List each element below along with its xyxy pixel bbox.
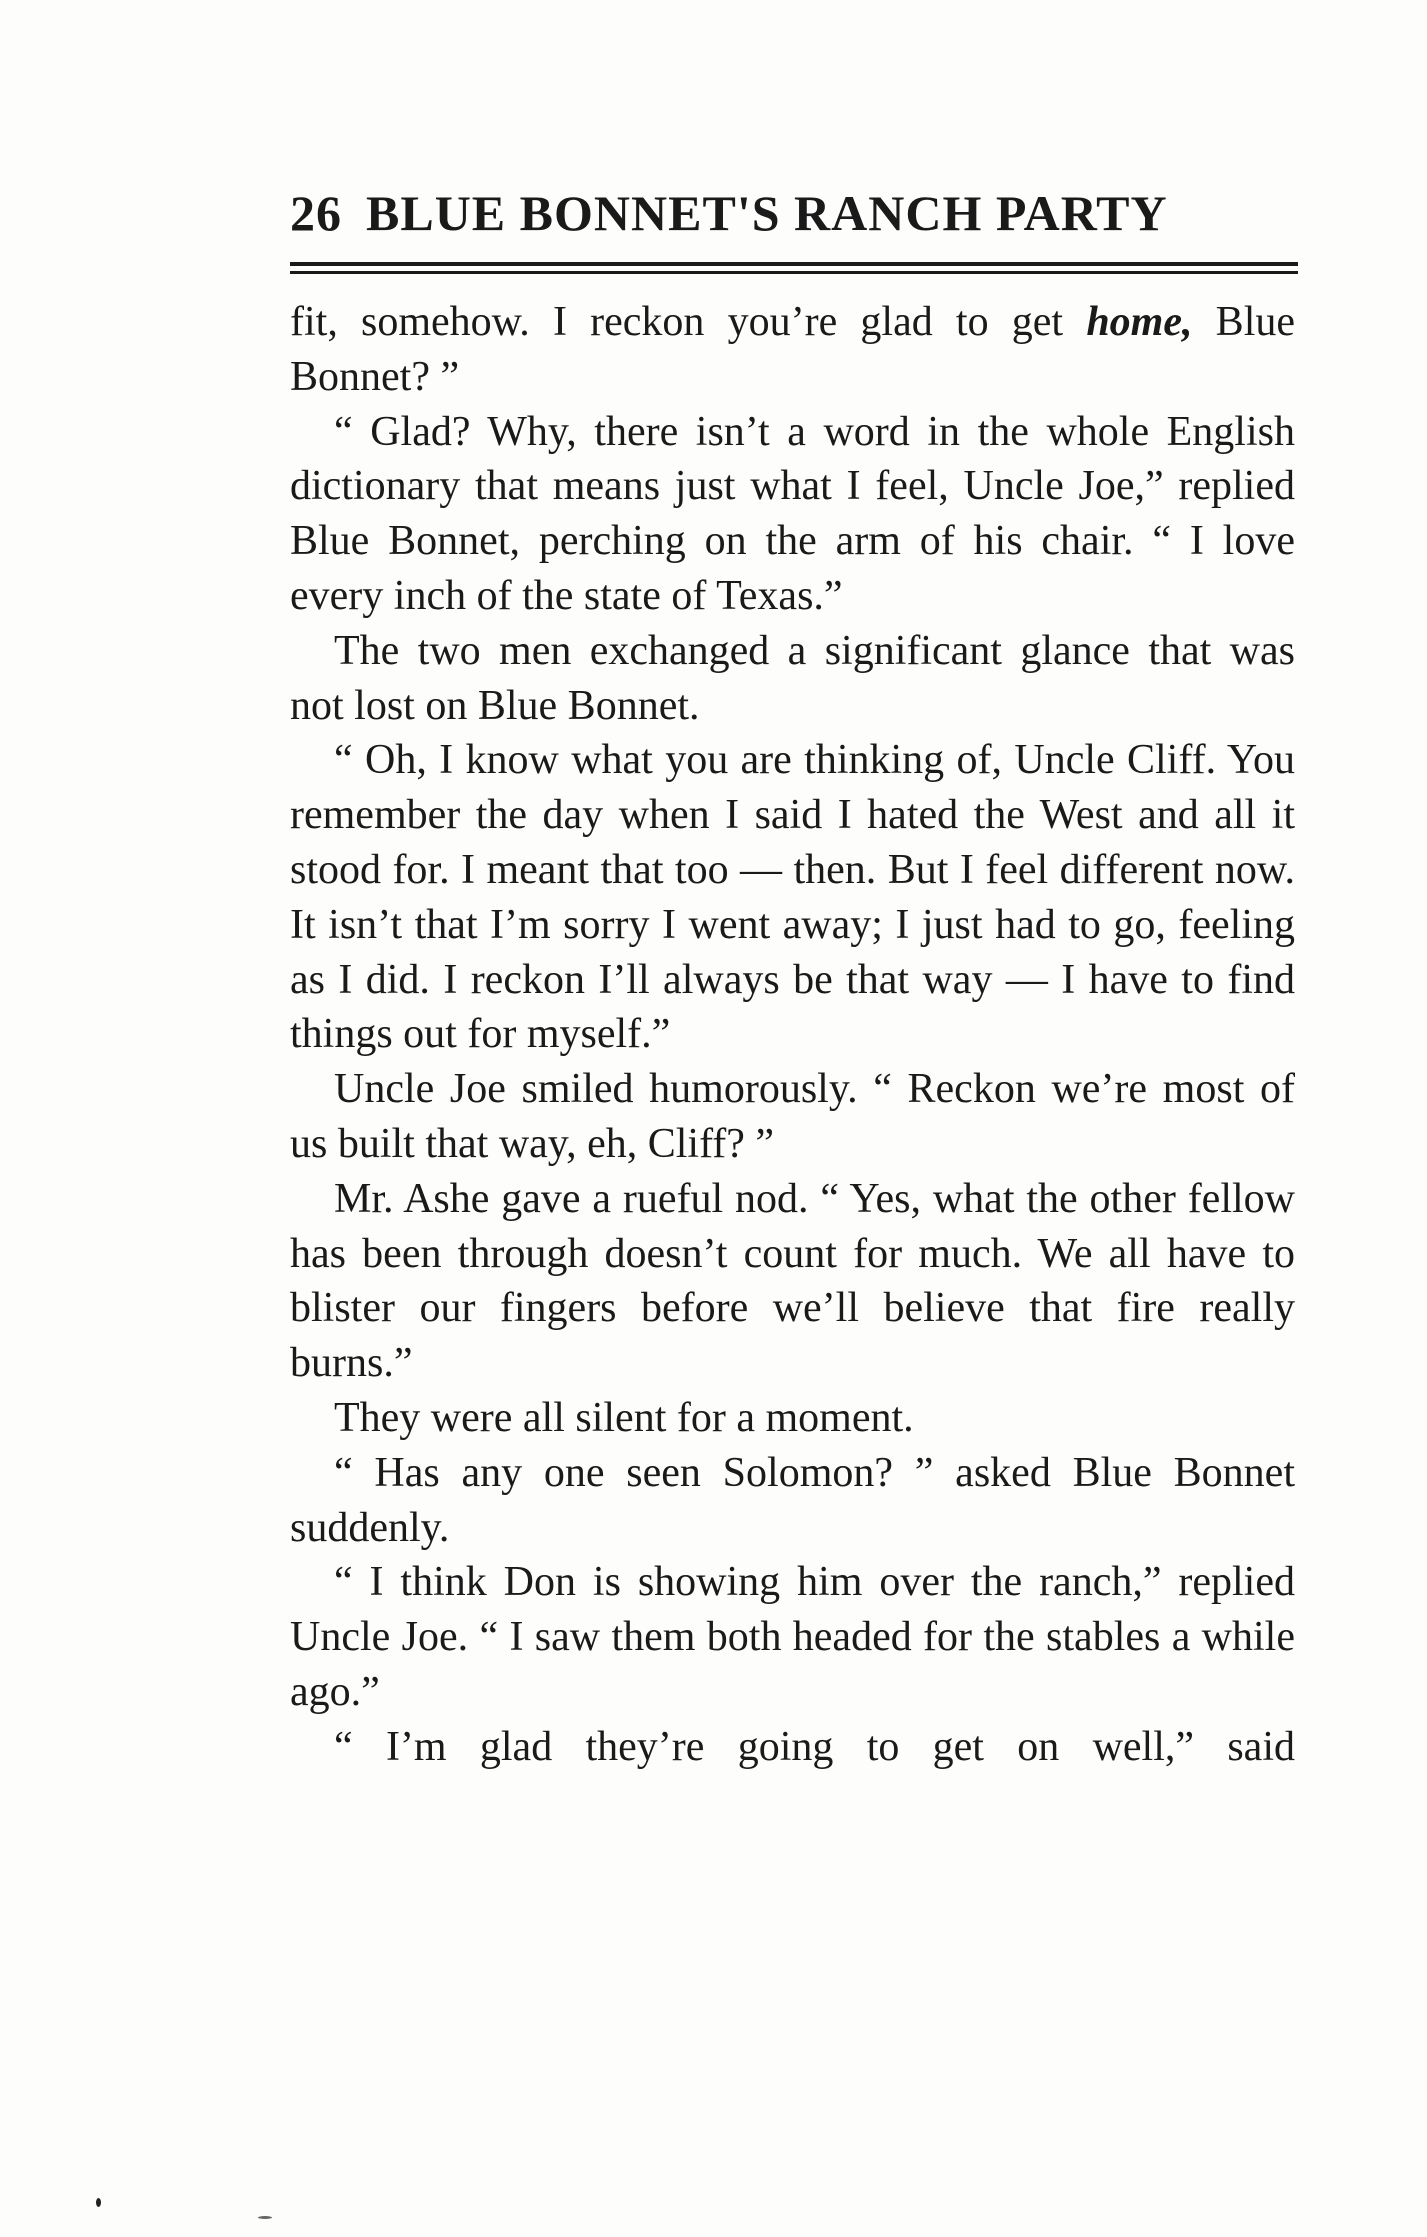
paragraph-4: “ Oh, I know what you are thinking of, Uncle Cliff. You remember the day when I said I hated the West and all it stood for. I meant that too — then. But I feel different now. It isn’t that I’m sorry I went away; I just had to go, feeling as I did. I reckon I’ll always be that way — I have to find things out for myself.” xyxy=(290,737,1295,1058)
paragraph-9: “ I think Don is showing him over the ranch,” replied Uncle Joe. “ I saw them both headed for the stables a while ago.” xyxy=(290,1559,1295,1715)
paragraph-7: They were all silent for a moment. xyxy=(334,1394,914,1441)
emphasis-home: home, xyxy=(1086,299,1193,345)
paragraph-6: Mr. Ashe gave a rueful nod. “ Yes, what the other fellow has been through doesn’t count for much. We all have to blister our fingers before we’ll believe that fire really burns.” xyxy=(290,1175,1295,1387)
paragraph-2: “ Glad? Why, there isn’t a word in the whole English dictionary that means just what I feel, Uncle Joe,” replied Blue Bonnet, perching on the arm of his chair. “ I love every inch of the state of Texas.” xyxy=(290,408,1295,619)
page-number: 26 xyxy=(290,185,342,241)
print-speck xyxy=(258,2216,272,2219)
paragraph-10: “ I’m glad they’re going to get on well,” said xyxy=(334,1723,1295,1770)
paragraph-8: “ Has any one seen Solomon? ” asked Blue Bonnet suddenly. xyxy=(290,1449,1295,1551)
header-rule-top xyxy=(290,262,1298,266)
body-text xyxy=(290,295,1295,1775)
header-rule-bottom xyxy=(290,271,1298,274)
paragraph-1: fit, somehow. I reckon you’re glad to get home, Blue Bonnet? ” xyxy=(290,299,1296,400)
print-speck xyxy=(96,2198,101,2207)
paragraph-3: The two men exchanged a significant glance that was not lost on Blue Bonnet. xyxy=(290,627,1295,729)
running-header xyxy=(290,184,1300,244)
paragraph-5: Uncle Joe smiled humorously. “ Reckon we’re most of us built that way, eh, Cliff? ” xyxy=(290,1066,1295,1167)
running-title: BLUE BONNET'S RANCH PARTY xyxy=(366,185,1168,241)
